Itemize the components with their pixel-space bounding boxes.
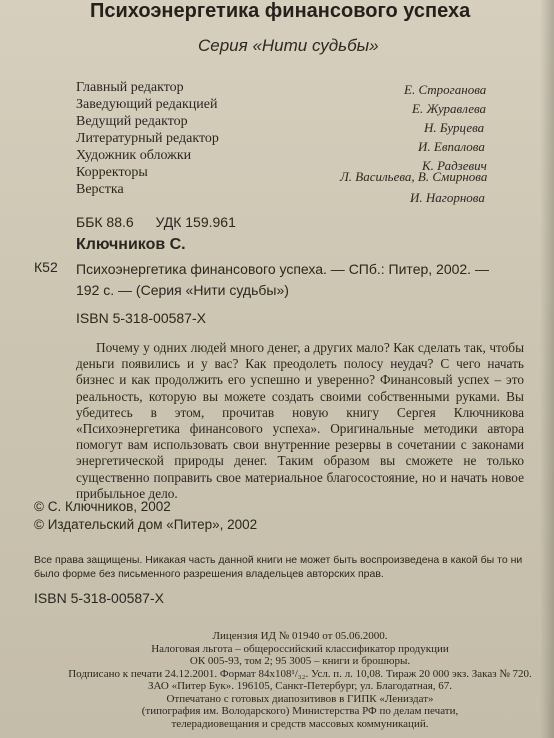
credit-role: Главный редактор: [76, 80, 184, 95]
bbk-code: ББК 88.6: [76, 214, 134, 230]
imprint-line: телерадиовещания и средств массовых коммуникаций.: [171, 717, 429, 730]
isbn: ISBN 5-318-00587-Х: [76, 310, 206, 326]
book-title: Психоэнергетика финансового успеха: [90, 0, 471, 22]
imprint-line: Налоговая льгота – общероссийский классификатор продукции: [151, 642, 449, 655]
classification-codes: [76, 214, 236, 230]
credit-name: Н. Бурцева: [424, 120, 485, 135]
copyright-publisher: © Издательский дом «Питер», 2002: [34, 517, 258, 532]
credit-role: Заведующий редакцией: [76, 97, 218, 112]
credit-name: К. Радзевич: [422, 158, 487, 173]
credit-row: [76, 182, 516, 205]
rights-notice: Все права защищены. Никакая часть данной книги не может быть воспроизведена в какой бы то ни было форме без письменного разрешения владельцев авторских прав.: [34, 554, 523, 580]
credit-role: Ведущий редактор: [76, 114, 188, 129]
udk-code: УДК 159.961: [155, 214, 236, 230]
catalog-code: К52: [34, 259, 58, 275]
imprint-line: ЗАО «Питер Бук». 196105, Санкт-Петербург, ул. Благодатная, 67.: [147, 680, 453, 692]
imprint-line: Лицензия ИД № 01940 от 05.06.2000.: [212, 630, 388, 642]
abstract-body: Почему у одних людей много денег, а других мало? Как сделать так, чтобы деньги появились и у вас? Как преодолеть полосу неудач? С чего начать бизнес и как продолжить его успешно и уверенно? Финансовый успех – это реальность, которую вы можете создать своими собственными руками. Вы убедитесь в этом, прочитав новую книгу Сергея Ключникова «Психоэнергетика финансового успеха». Оригинальные методики автора помогут вам использовать свои внутренние резервы в сочетании с законами энергетической природы денег. Таким образом вы сможете не только существенно поправить свое материальное благосостояние, но и начать новое прибыльное дело.: [76, 340, 524, 501]
credit-row: [76, 97, 516, 114]
credit-row: [76, 165, 516, 182]
credits-list: [76, 80, 516, 205]
credit-name: И. Нагорнова: [410, 190, 485, 205]
credit-name: Е. Журавлева: [412, 101, 487, 116]
credit-row: [76, 114, 516, 135]
author-name: Ключников С.: [76, 236, 186, 253]
imprint-line: (типография им. Володарского) Министерства РФ по делам печати,: [141, 705, 459, 717]
isbn-footer: ISBN 5-318-00587-Х: [34, 590, 164, 606]
imprint-line: Подписано к печати 24.12.2001. Формат 84х108¹/₃₂. Усл. п. л. 10,08. Тираж 20 000 экз. Заказ № 720.: [68, 667, 532, 680]
credit-role: Литературный редактор: [76, 131, 219, 146]
series-title: Серия «Нити судьбы»: [198, 36, 379, 55]
credit-row: [76, 131, 516, 154]
credit-role: Художник обложки: [76, 148, 192, 163]
copyright-author: © С. Ключников, 2002: [34, 499, 171, 514]
credit-role: Верстка: [76, 182, 124, 197]
page-edge-shadow: [540, 0, 554, 738]
credit-name: И. Евпалова: [418, 139, 485, 154]
credit-name: Л. Васильева, В. Смирнова: [340, 169, 488, 184]
imprint-line: Отпечатано с готовых диапозитивов в ГИПК «Лениздат»: [166, 692, 434, 705]
imprint-block: [40, 630, 554, 730]
credit-name: Е. Строганова: [404, 82, 487, 97]
imprint-line: ОК 005-93, том 2; 95 3005 – книги и брошюры.: [189, 655, 411, 667]
credit-role: Корректоры: [76, 165, 148, 180]
credit-row: [76, 80, 516, 97]
bibliographic-entry: Психоэнергетика финансового успеха. — СПб.: Питер, 2002. — 192 с. — (Серия «Нити судьбы»): [76, 261, 489, 298]
abstract-text: [76, 340, 524, 502]
